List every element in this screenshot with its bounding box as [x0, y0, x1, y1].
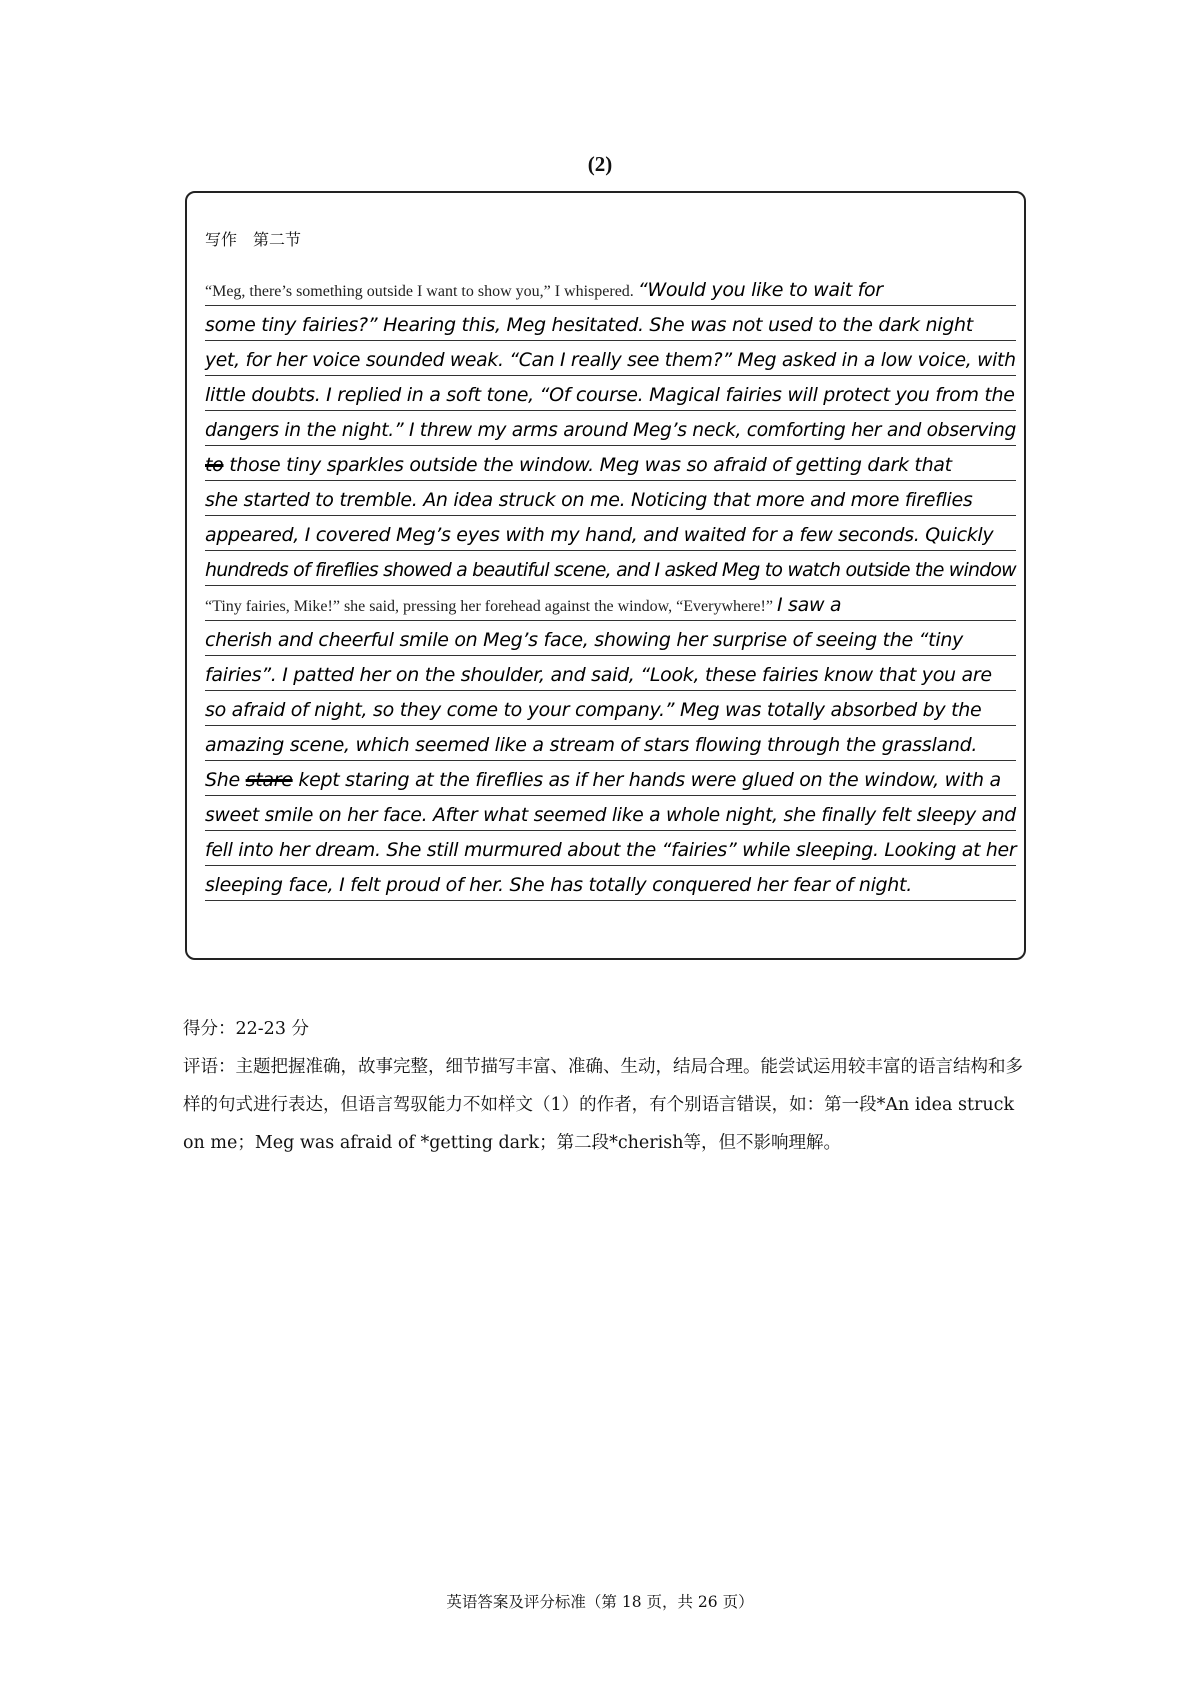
writing-line-2 [205, 306, 1016, 341]
handwritten-text: appeared, I covered Meg’s eyes with my hand, and waited for a few seconds. Quickly [205, 524, 994, 546]
handwritten-text: she started to tremble. An idea struck on me. Noticing that more and more fireflies [205, 489, 973, 511]
handwritten-text: amazing scene, which seemed like a stream of stars flowing through the grassland. [205, 734, 978, 756]
handwritten-text: so afraid of night, so they come to your company.” Meg was totally absorbed by the [205, 699, 982, 721]
writing-line-13 [205, 691, 1016, 726]
writing-line-7 [205, 481, 1016, 516]
handwritten-text: little doubts. I replied in a soft tone, “Of course. Magical fairies will protect you from the [205, 384, 1015, 406]
handwritten-text: sleeping face, I felt proud of her. She has totally conquered her fear of night. [205, 874, 912, 896]
handwritten-text: dangers in the night.” I threw my arms around Meg’s neck, comforting her and observing [205, 419, 1017, 441]
handwritten-text: those tiny sparkles outside the window. Meg was so afraid of getting dark that [223, 454, 952, 476]
writing-line-11 [205, 621, 1016, 656]
handwritten-text: some tiny fairies?” Hearing this, Meg hesitated. She was not used to the dark night [205, 314, 973, 336]
writing-line-17 [205, 831, 1016, 866]
writing-line-6 [205, 446, 1016, 481]
writing-line-10 [205, 586, 1016, 621]
handwritten-text: fairies”. I patted her on the shoulder, and said, “Look, these fairies know that you are [205, 664, 992, 686]
writing-line-1 [205, 271, 1016, 306]
writing-line-15 [205, 761, 1016, 796]
printed-prompt-1: “Meg, there’s something outside I want to show you,” I whispered. [205, 283, 638, 300]
writing-line-12 [205, 656, 1016, 691]
answer-sheet-box [185, 191, 1026, 960]
handwritten-text: fell into her dream. She still murmured about the “fairies” while sleeping. Looking at her [205, 839, 1017, 861]
writing-line-4 [205, 376, 1016, 411]
writing-line-3 [205, 341, 1016, 376]
writing-line-8 [205, 516, 1016, 551]
answer-sheet-title: 写作 第二节 [205, 230, 302, 249]
handwritten-text: cherish and cheerful smile on Meg’s face, showing her surprise of seeing the “tiny [205, 629, 964, 651]
handwritten-text: kept staring at the fireflies as if her hands were glued on the window, with a [292, 769, 1001, 791]
handwritten-text: sweet smile on her face. After what seemed like a whole night, she finally felt sleepy and [205, 804, 1016, 826]
crossed-out-word: stare [245, 769, 293, 791]
comment-text: 评语：主题把握准确，故事完整，细节描写丰富、准确、生动，结局合理。能尝试运用较丰富的语言结构和多样的句式进行表达，但语言驾驭能力不如样文（1）的作者，有个别语言错误，如：第一段*An idea struck on me；Meg was afraid of *getting dark；第二段*cherish等，但不影响理解。 [183, 1057, 1023, 1153]
crossed-out-word: to [205, 454, 224, 476]
writing-line-14 [205, 726, 1016, 761]
writing-line-18 [205, 866, 1016, 901]
grading-notes [183, 1010, 1028, 1162]
handwritten-text: “Would you like to wait for [637, 279, 883, 301]
page-footer: 英语答案及评分标准（第 18 页，共 26 页） [446, 1593, 754, 1611]
writing-line-9 [205, 551, 1016, 586]
handwritten-text: I saw a [776, 594, 842, 616]
writing-line-16 [205, 796, 1016, 831]
writing-line-5 [205, 411, 1016, 446]
handwritten-text: yet, for her voice sounded weak. “Can I really see them?” Meg asked in a low voice, with [205, 349, 1016, 371]
printed-prompt-2: “Tiny fairies, Mike!” she said, pressing her forehead against the window, “Everywhere!” [205, 598, 777, 615]
score-text: 得分：22-23 分 [183, 1019, 310, 1039]
handwritten-text: She [205, 769, 246, 791]
section-label: (2) [587, 152, 613, 176]
handwritten-text: hundreds of fireflies showed a beautiful scene, and I asked Meg to watch outside the window [205, 559, 1016, 581]
